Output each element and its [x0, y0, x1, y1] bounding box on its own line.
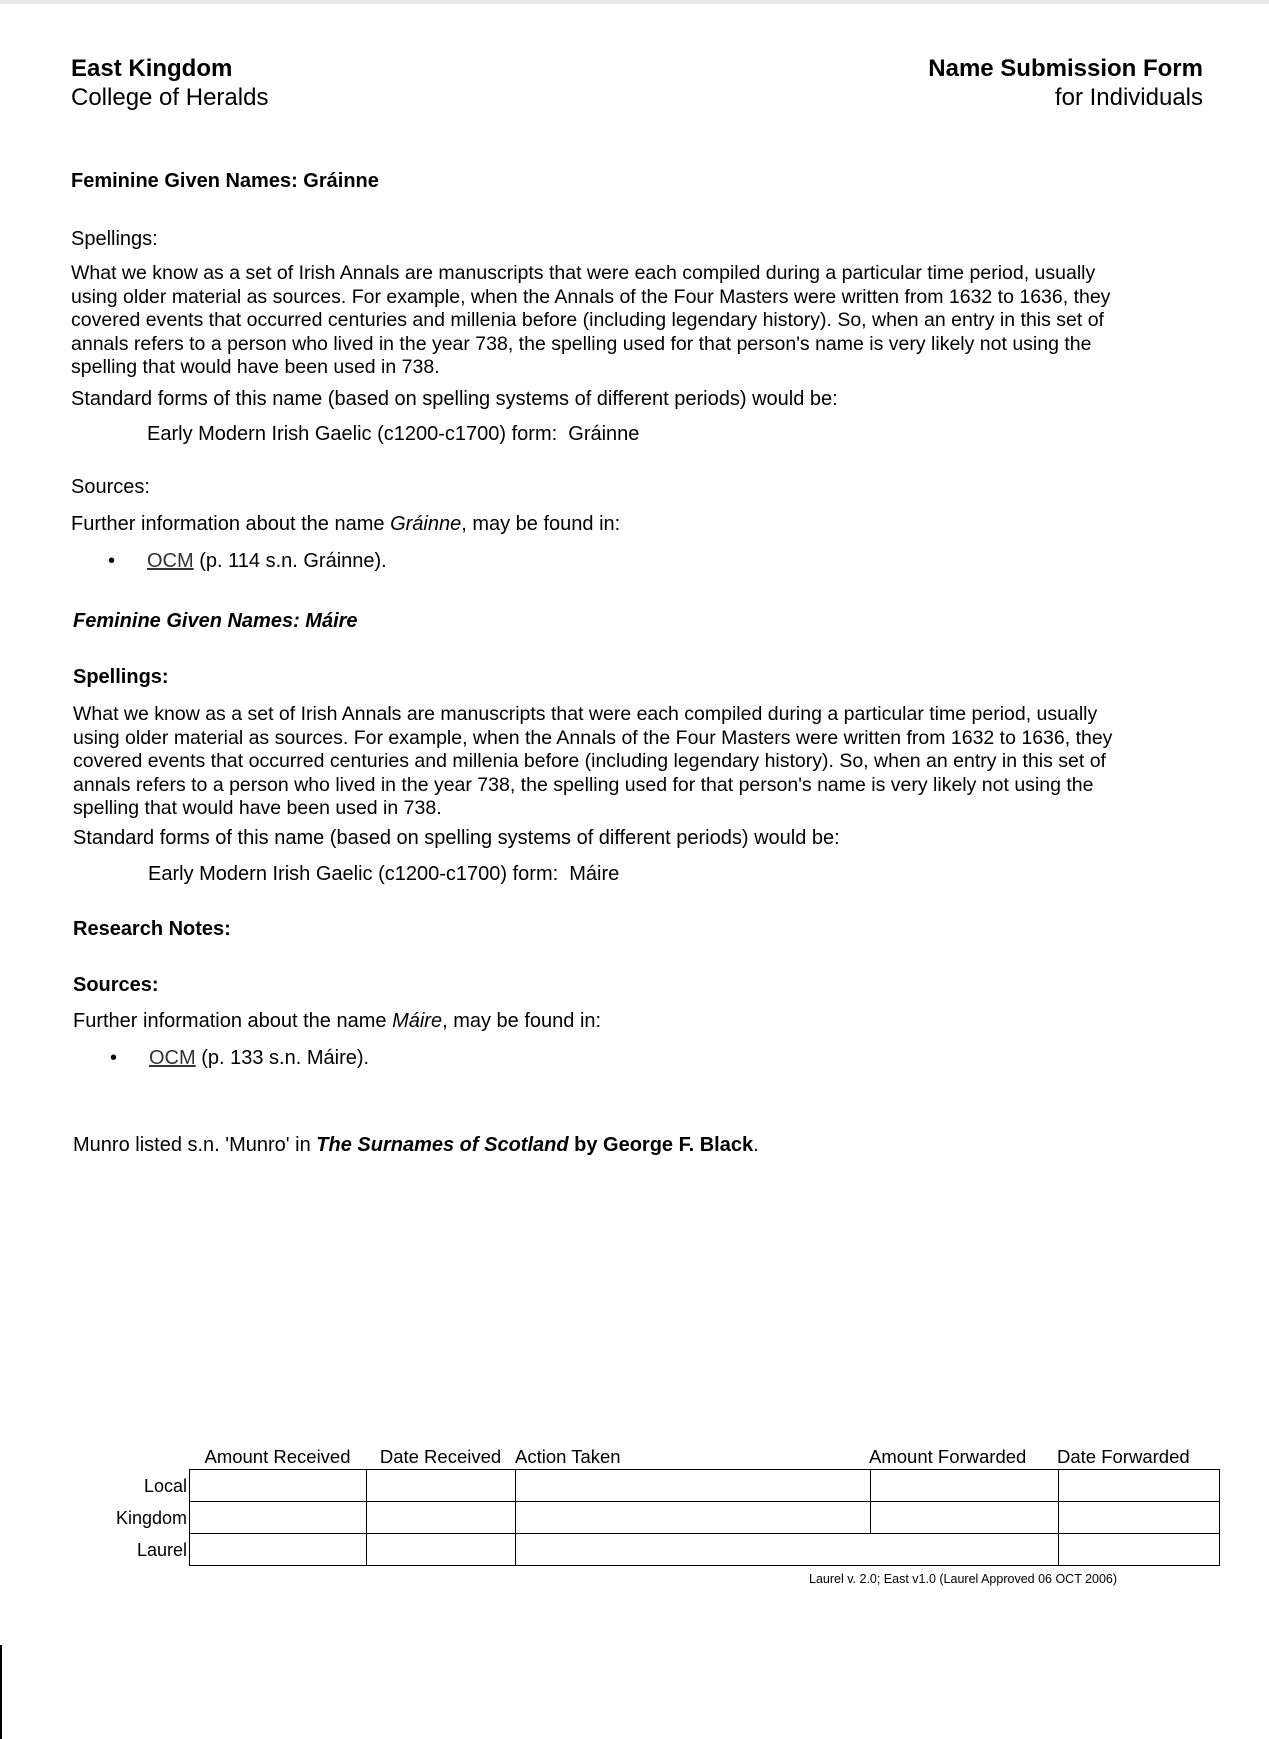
form-subtitle: for Individuals — [1054, 84, 1203, 111]
further-name: Gráinne — [390, 513, 462, 535]
further-info — [73, 1010, 601, 1033]
book-title: The Surnames of Scotland — [316, 1134, 569, 1156]
col-date-received: Date Received — [379, 1446, 502, 1467]
sources-label: Sources: — [73, 974, 159, 996]
table-row — [190, 1534, 1220, 1566]
table-cell[interactable] — [516, 1502, 871, 1534]
munro-prefix: Munro listed s.n. 'Munro' in — [73, 1134, 317, 1156]
source-bullet — [108, 550, 387, 573]
table-cell[interactable] — [190, 1470, 367, 1502]
further-suffix: , may be found in: — [442, 1010, 602, 1032]
bullet-text: (p. 133 s.n. Máire). — [195, 1047, 370, 1069]
table-cell[interactable] — [367, 1502, 516, 1534]
standard-forms-text: Standard forms of this name (based on spelling systems of different periods) would be: — [73, 827, 840, 849]
table-row — [190, 1470, 1220, 1502]
sources-label: Sources: — [71, 476, 150, 498]
row-label-laurel: Laurel — [136, 1540, 187, 1560]
bullet-dot: • — [110, 1047, 118, 1069]
scan-edge — [0, 0, 1269, 4]
spellings-paragraph — [71, 262, 1181, 380]
paragraph-line: using older material as sources. For example, when the Annals of the Four Masters were written from 1632 to 1636, they — [71, 285, 1111, 308]
section-title-grainne: Feminine Given Names: Gráinne — [71, 170, 379, 192]
spellings-label: Spellings: — [73, 666, 169, 688]
table-cell[interactable] — [871, 1470, 1059, 1502]
bullet-dot: • — [108, 550, 116, 572]
org-name: East Kingdom — [71, 55, 233, 82]
ocm-link[interactable]: OCM — [149, 1047, 196, 1069]
table-row — [190, 1502, 1220, 1534]
col-amount-forwarded: Amount Forwarded — [869, 1446, 1027, 1467]
paragraph-line: covered events that occurred centuries and millenia before (including legendary history). So, when an entry in this set of — [73, 750, 1106, 772]
spellings-label: Spellings: — [71, 228, 158, 250]
further-prefix: Further information about the name — [71, 513, 391, 535]
paragraph-line: using older material as sources. For example, when the Annals of the Four Masters were written from 1632 to 1636, they — [73, 726, 1113, 749]
table-cell[interactable] — [1059, 1534, 1220, 1566]
paragraph-line: covered events that occurred centuries and millenia before (including legendary history). So, when an entry in this set of — [71, 309, 1104, 331]
section-title-maire: Feminine Given Names: Máire — [73, 610, 358, 632]
table-cell[interactable] — [1059, 1502, 1220, 1534]
ocm-link[interactable]: OCM — [147, 550, 194, 572]
table-cell[interactable] — [190, 1502, 367, 1534]
munro-note — [73, 1134, 759, 1157]
table-cell[interactable] — [1059, 1470, 1220, 1502]
row-label-kingdom: Kingdom — [115, 1508, 187, 1528]
form-title: Name Submission Form — [928, 55, 1203, 82]
table-cell[interactable] — [516, 1534, 1059, 1566]
org-subtitle: College of Heralds — [71, 84, 269, 111]
paragraph-line: What we know as a set of Irish Annals are manuscripts that were each compiled during a particular time period, usually — [71, 262, 1096, 284]
paragraph-line: spelling that would have been used in 738. — [73, 797, 442, 819]
table-cell[interactable] — [516, 1470, 871, 1502]
scan-edge — [0, 1645, 2, 1739]
munro-end: . — [753, 1134, 759, 1156]
paragraph-line: spelling that would have been used in 738. — [71, 356, 440, 378]
paragraph-line: annals refers to a person who lived in the year 738, the spelling used for that person's name is very likely not using the — [73, 773, 1094, 796]
table-cell[interactable] — [367, 1470, 516, 1502]
row-label-local: Local — [143, 1476, 187, 1496]
spellings-paragraph — [73, 703, 1183, 821]
paragraph-line: annals refers to a person who lived in the year 738, the spelling used for that person's name is very likely not using the — [71, 332, 1092, 355]
col-amount-received: Amount Received — [204, 1446, 351, 1467]
fee-table — [189, 1469, 1220, 1566]
book-author: by George F. Black — [568, 1134, 754, 1156]
further-prefix: Further information about the name — [73, 1010, 393, 1032]
further-suffix: , may be found in: — [461, 513, 621, 535]
further-info — [71, 513, 620, 536]
further-name: Máire — [392, 1010, 443, 1032]
research-notes-label: Research Notes: — [73, 918, 231, 940]
standard-forms-text: Standard forms of this name (based on spelling systems of different periods) would be: — [71, 388, 838, 410]
table-cell[interactable] — [871, 1502, 1059, 1534]
form-entry: Early Modern Irish Gaelic (c1200-c1700) form: Máire — [148, 863, 620, 885]
table-cell[interactable] — [190, 1534, 367, 1566]
version-note: Laurel v. 2.0; East v1.0 (Laurel Approved 06 OCT 2006) — [809, 1572, 1118, 1586]
form-entry: Early Modern Irish Gaelic (c1200-c1700) form: Gráinne — [147, 423, 640, 445]
col-date-forwarded: Date Forwarded — [1057, 1446, 1190, 1467]
paragraph-line: What we know as a set of Irish Annals are manuscripts that were each compiled during a particular time period, usually — [73, 703, 1098, 725]
source-bullet — [110, 1047, 369, 1070]
col-action-taken: Action Taken — [515, 1446, 621, 1467]
bullet-text: (p. 114 s.n. Gráinne). — [193, 550, 387, 572]
table-cell[interactable] — [367, 1534, 516, 1566]
